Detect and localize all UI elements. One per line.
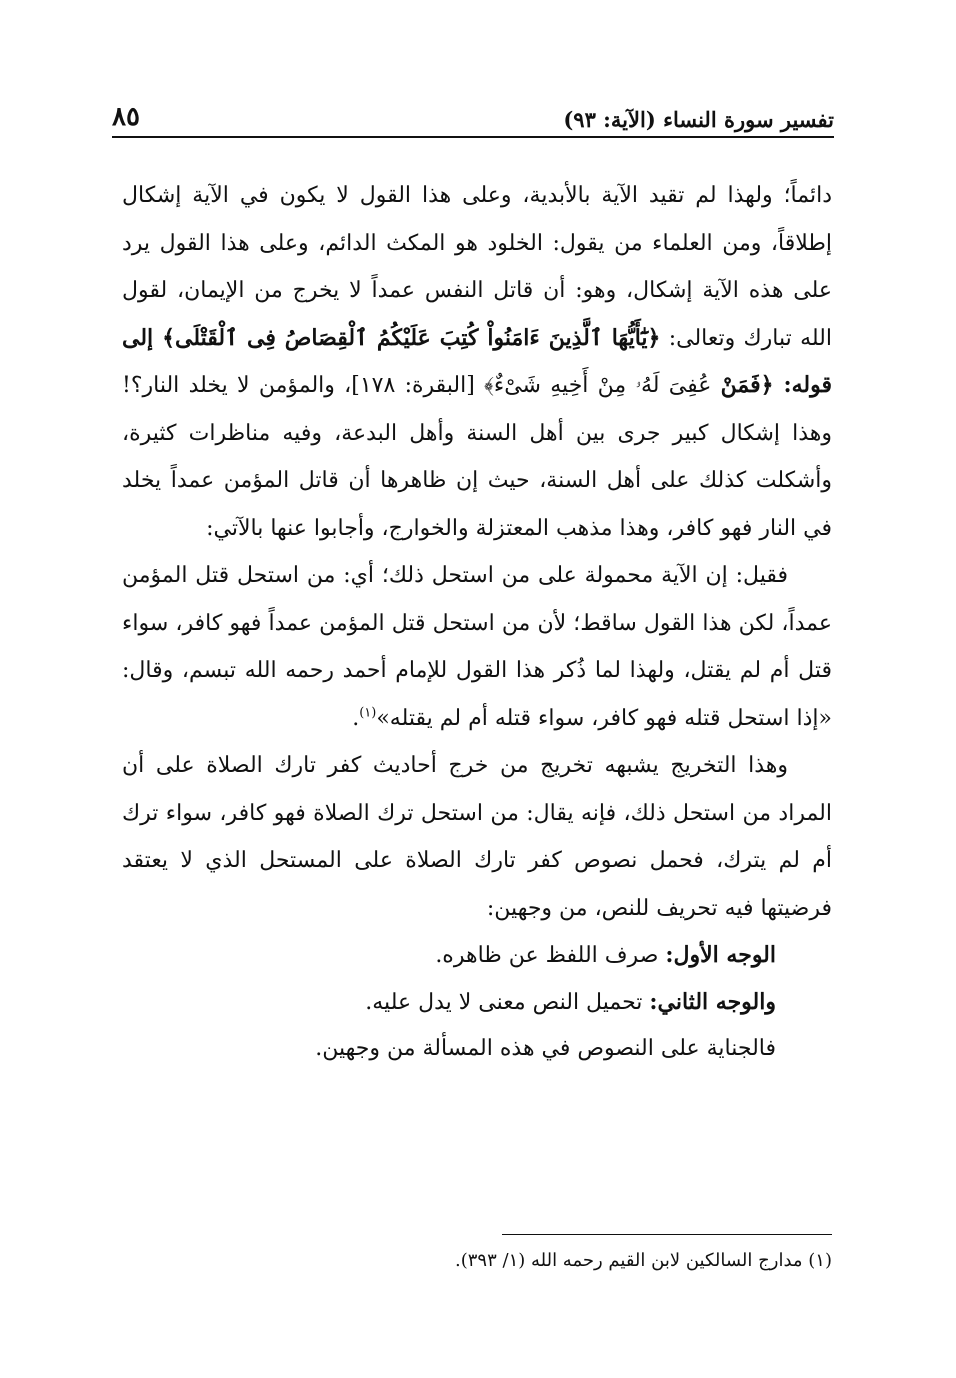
text-line: قاتل النفس عمداً لا يخرج من الإيمان، لقول الله تبارك وتعالى: bbox=[122, 278, 832, 351]
quran-verse-line: ﴿يَٰٓأَيُّهَا ٱلَّذِينَ ءَامَنُواْ كُتِبَ عَلَيْكُمُ ٱلْقِصَاصُ فِى ٱلْقَتْلَى﴾ إلى قوله: ﴿فَمَنْ bbox=[122, 324, 832, 398]
list-text: تحميل النص معنى لا يدل عليه. bbox=[365, 990, 650, 1015]
list-label: الوجه الأول: bbox=[665, 942, 776, 968]
text-line: دائماً؛ ولهذا لم تقيد الآية بالأبدية، وعلى هذا القول لا يكون في bbox=[239, 183, 833, 208]
page-header bbox=[112, 92, 834, 132]
list-item-1 bbox=[122, 932, 832, 979]
footnote-rule bbox=[502, 1234, 832, 1235]
page-number: ٨٥ bbox=[112, 102, 140, 132]
text-line: استحل قتل المؤمن عمداً فهو كافر، سواء قتل أم لم يقتل، ولهذا bbox=[122, 610, 832, 683]
paragraph-1 bbox=[122, 172, 832, 552]
list-item-3 bbox=[122, 1026, 832, 1072]
body-text bbox=[122, 172, 832, 1072]
list-label: والوجه الثاني: bbox=[649, 989, 776, 1015]
text-line: لما ذُكر هذا القول للإمام أحمد رحمه الله تبسم، وقال: «إذا bbox=[122, 658, 832, 731]
text-line: مذهب المعتزلة والخوارج، وأجابوا عنها بالآتي: bbox=[206, 515, 613, 541]
text-line: فهو كافر، سواء ترك أم لم يترك، فحمل نصوص كفر تارك الصلاة bbox=[122, 800, 833, 873]
text-line: مناظرات كثيرة، وأشكلت كذلك على أهل السنة، حيث إن bbox=[122, 420, 833, 493]
list-item-2 bbox=[122, 979, 832, 1026]
list-text: صرف اللفظ عن ظاهره. bbox=[435, 943, 666, 968]
text-line: على أن المراد من استحل ذلك، فإنه يقال: من استحل ترك الصلاة bbox=[122, 753, 832, 826]
footnote-marker: (١) bbox=[359, 705, 377, 721]
paragraph-3 bbox=[122, 742, 832, 932]
list-text: فالجناية على النصوص في هذه المسألة من وجهين. bbox=[315, 1036, 776, 1061]
text-line: وهذا إشكال كبير جرى بين أهل السنة وأهل البدعة، وفيه bbox=[282, 420, 833, 446]
footnote: (١) مدارج السالكين لابن القيم رحمه الله (١/ ٣٩٣). bbox=[455, 1250, 832, 1271]
text-line: الآية إشكال إطلاقاً، ومن العلماء من يقول: الخلود هو المكث bbox=[122, 183, 832, 256]
text-line: استحل قتل المؤمن عمداً، لكن هذا القول ساقط؛ لأن من bbox=[122, 563, 833, 636]
text-line: ظاهرها أن قاتل المؤمن عمداً يخلد في النار فهو كافر، وهذا bbox=[122, 468, 832, 541]
text-line: فقيل: إن الآية محمولة على من استحل ذلك؛ أي: من bbox=[306, 563, 788, 588]
text-line: الدائم، وعلى هذا القول يرد على هذه الآية إشكال، وهو: أن bbox=[122, 230, 832, 303]
text-line: على المستحل الذي لا يعتقد فرضيتها فيه تحريف للنص، من وجهين: bbox=[122, 848, 832, 921]
running-head: تفسير سورة النساء (الآية: ٩٣) bbox=[563, 107, 834, 132]
sentence-end: . bbox=[352, 705, 360, 731]
text-line: عُفِىَ لَهُۥ مِنْ أَخِيهِ شَىْءٌ﴾ [البقرة: ١٧٨]، والمؤمن لا يخلد النار؟! bbox=[122, 373, 712, 398]
paragraph-2 bbox=[122, 552, 832, 742]
text-line: وهذا التخريج يشبهه تخريج من خرج أحاديث كفر تارك الصلاة bbox=[206, 753, 788, 778]
text-line: استحل قتله فهو كافر، سواء قتله أم لم يقتله» bbox=[376, 705, 790, 731]
header-rule bbox=[112, 136, 834, 138]
